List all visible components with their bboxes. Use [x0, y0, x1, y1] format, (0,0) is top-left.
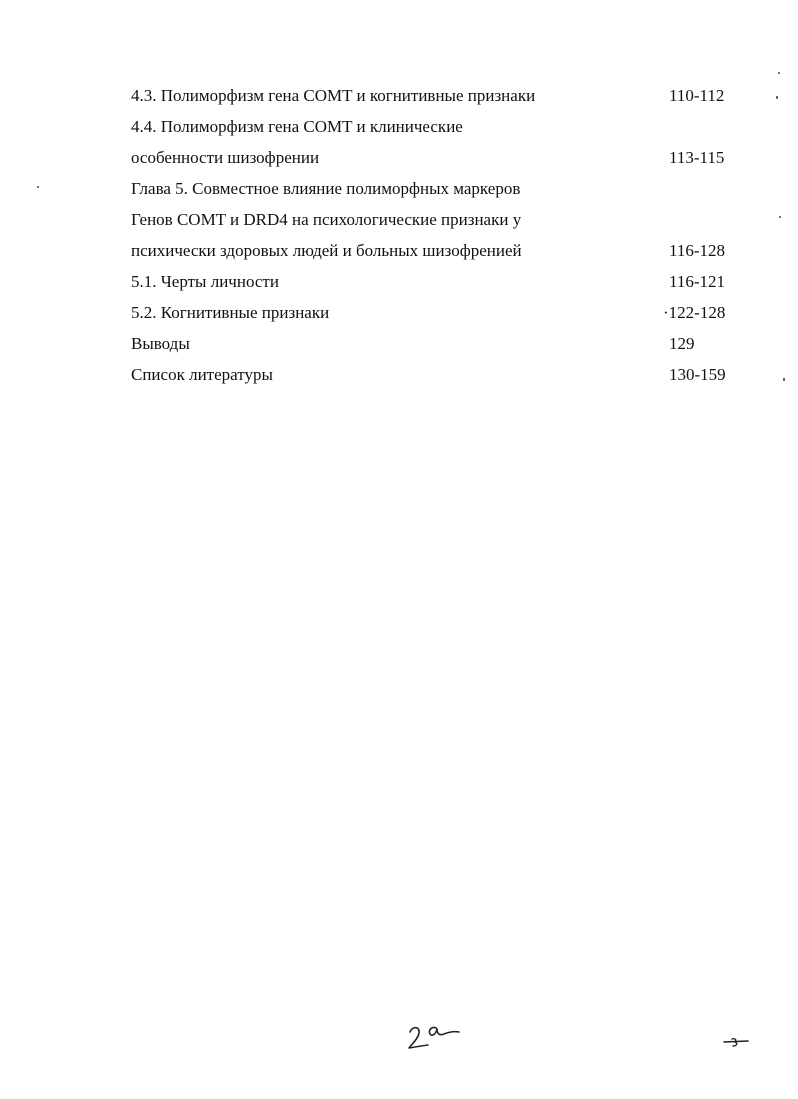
- corner-mark: [722, 1036, 750, 1048]
- toc-entry-text: 5.1. Черты личности: [131, 272, 279, 291]
- scan-speck: [783, 378, 785, 381]
- toc-entry-page: 110-112: [669, 86, 725, 105]
- toc-entry-text: Выводы: [131, 334, 190, 353]
- toc-entry-text: психически здоровых людей и больных шизофренией: [131, 241, 522, 260]
- toc-entry-text: 4.3. Полиморфизм гена COMT и когнитивные признаки: [131, 86, 536, 105]
- toc-entry-page: 129: [669, 334, 695, 353]
- toc-entry-text: Список литературы: [131, 365, 273, 384]
- toc-entry-page: 113-115: [669, 148, 725, 167]
- toc-entry-page: 116-128: [669, 241, 726, 260]
- scan-speck: [778, 72, 780, 74]
- toc-entry-text: Глава 5. Совместное влияние полиморфных маркеров: [131, 179, 521, 198]
- scan-speck: [779, 216, 781, 218]
- handwritten-page-number: [404, 1018, 464, 1052]
- toc-entry-page: 116-121: [669, 272, 726, 291]
- toc-entry-page: ·122-128: [663, 303, 726, 322]
- toc-entry-text: 4.4. Полиморфизм гена COMT и клинические: [131, 117, 463, 136]
- toc-entry-text: особенности шизофрении: [131, 148, 320, 167]
- toc-entry-page: 130-159: [669, 365, 726, 384]
- scan-speck: [37, 186, 39, 188]
- toc-entry-text: Генов COMT и DRD4 на психологические признаки у: [131, 210, 522, 229]
- scan-speck: [776, 96, 778, 99]
- toc-entry-text: 5.2. Когнитивные признаки: [131, 303, 330, 322]
